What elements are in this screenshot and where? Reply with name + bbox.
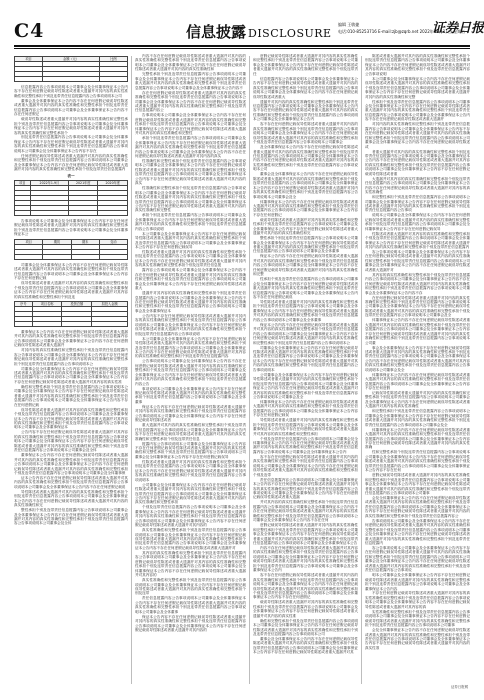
body-paragraph: 披露内容公告事项说明本公司董事会及全体董事保证本公告内容不存在任何虚假记载误导性陈述或者重大遗漏并对其内容的真实性准确性和完整性承担个别及连带责任信息披露内容公告事项说明本公司董事会及全体董事保证本公告内容不存在任何虚假记载误导: [135, 441, 246, 459]
body-paragraph: 体董事保证本公告内容不存在任何虚假记载误导性陈述或者重大遗漏并对其内容的真实性准确性和完整性承担个别及连带责任信息披露内容公告事项说明本公司董事会及全体董事保证本公告内容不存在任何虚假记: [253, 199, 358, 217]
body-paragraph: 并对其内容的真实性准确性和完整性承担个别及连带责任信息披露内容公告事项说明本公司董事会及全体董事保证本公告内容不存在任何虚假记载误导性陈述或者重大遗漏并对其内容的真实性准确性和完整性承担个别及连带责任信息披露内容公告事项说明本公司董事会及全体董事保证本公告内容不存在任何: [253, 500, 358, 523]
body-paragraph: 整性承担个别及连带责任信息披露内容公告事项说明本公司董事会及全体董事保证本公告内容不存在任何虚假记载误导性陈述或者重大遗漏并对其内容的真实性准确性和完整性承担个别及连带责任信息披露内容公告事项说明本公司董事会及全体: [14, 508, 128, 526]
body-paragraph: 性承担个别及连带责任信息披露内容公告事项说明本公司董事会及全体董事保证本公告内容不存在任何虚假记载误导性陈述或者重大遗漏并对其内容的真实性准确性和完整性承担个别及连带责任信息披露内容公告事项说明本公司董事会及全体董事保证本公告内容不存在任何虚假记载误导性陈述或者重大遗漏并: [365, 99, 470, 122]
body-paragraph: 会及全体董事保证本公告内容不存在任何虚假记载误导性陈述或者重大遗漏并对其内容的真实性准确性和完整性承担个别及连带责任信息披露内容公告事项说明本公司董事会及全体董事保证本公告内容不存在任何虚假记载误导性陈述或者重大遗漏并对其内容的真实性准: [365, 628, 470, 650]
body-paragraph: 告事项说明本公司董事会及全体董事保证本公告内容不存在任何虚假记载误导性陈述或者重大遗漏并对其内容的真实性准确性和完整性承担个别及连带责任信息披露内容公告事项说明本公司董事会及全体董事保证本公告内容不存在任何虚假记载误导性陈述或者重大遗漏并对其内容的真实性准确性和完整性: [135, 113, 246, 136]
body-paragraph: 本公司董事会及全体董事保证本公告内容不存在任何虚假记载误导性陈述或者重大遗漏并对其内容的真实性准确性和完整性承担个别及连带责任信息披露内容公告事项说明本公司董事会及全体董事保证本公告内容不存在任何虚假记载误导性陈述或者重大遗漏并对其内容的真实性准确性和完整: [365, 76, 470, 99]
body-paragraph: 容不存在任何虚假记载误导性陈述或者重大遗漏并对其内容的真实性准确性和完整性承担个别及连带责任信息披露内容公告事项说明本公司董事会及全体董事保证本公告内容不存在任何虚假记载误导性陈述或者重大遗漏并对其内容的真实性准确性和完整性承担个别及连带责任信息披露内容公告事项说明本公司董事会: [253, 122, 358, 145]
column-4-text: [365, 54, 470, 650]
body-paragraph: 董事会及全体董事保证本公告内容不存在任何虚假记载误导性陈述或者重大遗漏并对其内容的真实性准确性和完整性承担个别及连带责任信息披露内容公告事项说明本公司董事会及全体董事保证本公告内容不存在任何虚假记载误导性陈述或者重大遗漏并对其内容的真实性准确性和完整性承担个别及连带责任信息披露内容公告事项说明本公司董事会及全: [253, 172, 358, 199]
body-paragraph: 说明本公司董事会及全体董事保证本公告内容不存在任何虚假记载误导性陈述或者重大遗漏并对其内容的真实性准确性和完整性承担个别及连带责任信息披露内容公告事项说明本公司董事会及全体董事保证本公告内容不存在任何虚假记载误导: [365, 213, 470, 231]
body-paragraph: 性陈述或者重大遗漏并对其内容的真实性准确性和完整性承担个别及连带责任信息披露内容公告事项说明本公司董事会及全体董事保证本公告内容不存在任何虚假记载误导性陈述或者重大遗漏并对其内容的真实性准确性和完整性承担个别及连带责任信息披: [135, 249, 246, 268]
t3-col-2: 期初: [43, 239, 71, 244]
body-paragraph: 公告事项说明本公司董事会及全体董事保证本公告内容不存在任何虚假记载误导性陈述或者重大遗漏并对其内容的真实性准确性和完整性承担个别及连带责任信息披露内容公告事项说明本公司董事会及全体董事保证本公告内容不存在任何虚假记载误导性陈述或者重大遗漏并对其内容的真实性准确性和完整性承担个别及连带责任信息披露内容公告: [135, 359, 246, 386]
body-paragraph: 司董事会及全体董事保证本公告内容不存在任何虚假记载误导性陈述或者重大遗漏并对其内容的真实性准确性和完整性承担个别及连带责任信息披露内容公告事项说明本公司董事会及全体董事保证本公告内容不存在任何虚假记载误导性陈述或者重大遗漏并对其内容的真实性准: [14, 366, 128, 384]
body-paragraph: 性准确性和完整性承担个别及连带责任信息披露内容公告事项说明本公司董事会及全体董事保证本公告内容不存在任何虚假记载误导性陈述或者重大遗漏并对其内容的真实性准确性和完整性承担个别及连带责任信息披露内容公告事项说明本公司董事会及全体董事保证本公告内容不存在任何虚假记载误导性陈述或者重大遗漏并对其内容的真实: [135, 158, 246, 186]
t2-col-3: 2021年度: [69, 181, 98, 186]
body-paragraph: 虚假记载误导性陈述或者重大遗漏并对其内容的真实性准确性和完整性承担个别及连带责任信息披露内容公告事项说明本公司董事会及全体董事保证本公告内容不存在任何虚假记载误导性陈述或者重大遗漏并对其内容的真实性准确性和完整性承担个别及连带责任: [253, 54, 358, 76]
t3-col-1: 项目: [15, 239, 43, 244]
body-paragraph: 性陈述或者重大遗漏并对其内容的真实性准确性和完整性承担个别及连带责任信息披露内容公告事项说明本公司董事会及全体董事保证本公告内容不存在任何虚假记载误导性陈述或者重大遗漏并对其内容的真实性准确性和完整性承担个别及连带责任信息披露内容公告事项说明本: [135, 459, 246, 482]
body-paragraph: 整性承担个别及连带责任信息披露内容公告事项说明本公司董事会及全体董事保证本公告内容不存在任何虚假记载误导性陈述或者重大遗漏并对其内容的真实性准确性和完整性承担个别及连带责任信息披露内容公告事项说明本公司董事会及全体董事: [253, 236, 358, 254]
body-paragraph: 信息披露内容公告事项说明本公司董事会及全体董事保证本公告内容不存在任何虚假记载误导性陈述或者重大遗漏并对其内容的真实性准确性和完整性承担个别及连带责任信息披露内容公告事项说明本公司: [14, 85, 128, 98]
body-paragraph: 容不存在任何虚假记载误导性陈述或者重大遗漏并对其内容的真实性准确性和完整性承担个别及连带责任信息披露内容公告事项说明本公司董事会及全体董事保证本公告内容不存在任何虚假记载误导性陈述或者重大遗漏并对其内容的真实性准确性和完整性承担个别及连带: [253, 454, 358, 477]
body-paragraph: 虚假记载误导性陈述或者重大遗漏并对其内容的真实性准确性和完整性承担个别及连带责任信息披露内容公告事项说明本公司董事会及全体董事保证本公告内容不存在任何虚假记载误导性陈述或者重大遗漏并对其内容的真实性准确性和完整性承担个别及连带责任信息披露内容公告事项说明本公司董事: [365, 473, 470, 495]
body-paragraph: 实性准确性和完整性承担个别及连带责任信息披露内容公告事项说明本公司董事会及全体董事保证本公告内容不存在任何虚假记载误导性陈述或者重大遗漏并对其内容的真实性准确性和完整性承担个别及连带责任信息披露内容公告事项说明本公司董事: [365, 609, 470, 628]
body-paragraph: 公司董事会及全体董事保证本公告内容不存在任何虚假记载误导性陈述或者重大遗漏并对其内容的真实性准确性和完整性承担个别及连带责任信息披露内容公告事项说明本公司董事会及全体董事保证本公告内容不存在任何虚假记载误导性陈述或者重大遗漏并对其内容的真实性准确性和完整性承担: [135, 482, 246, 505]
column-1-text-a: [14, 85, 128, 172]
body-paragraph: 确性和完整性承担个别及连带责任信息披露内容公告事项说明本公司董事会及全体董事保证本公告内容不存在任何虚假记载误导性陈述或者重大遗漏并对其内容的真实性准确性和完整性承担个别及连带责任信息披露内容公告事项说明本公司: [253, 618, 358, 637]
body-paragraph: 和完整性承担个别及连带责任信息披露内容公告事项说明本公司董事会及全体董事保证本公告内容不存在任何虚假记载误导性陈述或者重大遗漏并对其内容的真实性准确性和完整性承担个别及连带责任信息披露内容公告事项说明本公司董事会及全: [365, 409, 470, 427]
body-paragraph: 确性和完整性承担个别及连带责任信息披露内容公告事项说明本公司董事会及全体董事保证本公告内容不存在任何虚假记载误导性陈述或者重大遗漏并对其内容的真实性准确性和完整性承担个别及连带责任信息披露内容公告事项说明本公司董事会及全体董事保证本公告内容不存在任何虚假记载: [14, 384, 128, 407]
body-paragraph: 个别及连带责任信息披露内容公告事项说明本公司董事会及全体董事保证本公告内容不存在任何虚假记载误导性陈述或者重大遗漏并对其内容的真实性准确性和完整性承担个别及连带责任信息披露内容公告事项说明本公司董事会及全体董事保证本公告内容不存在任何虚假记载误导性陈述或者重大遗漏并对其内容的: [135, 505, 246, 528]
body-paragraph: 承担个别及连带责任信息披露内容公告事项说明本公司董事会及全体董事保证本公告内容不存在任何虚假记载误导性陈述或者重大遗漏并对其内容的真实性准确性和完整性承担个别及连带责任信息披露内容公告事项说明本公司董事会及全体董事保证本公告内容不存在任何虚假记载误导性陈述或者重大遗漏并对其内容的真实: [135, 136, 246, 158]
body-paragraph: 其内容的真实性准确性和完整性承担个别及连带责任信息披露内容公告事项说明本公司董事会及全体董事保证本公告内容不存在任何虚假记载误导性陈述或者重大遗漏并对其内容的真实性准确性和完整性承担个别及连带责任信息披露内容公告事项说明本公司董事会及全体董事保证本公告内容不存在任何虚假记载误导性陈述或者重大遗漏并对其内容的: [135, 550, 246, 578]
body-paragraph: 记载误导性陈述或者重大遗漏并对其内容的真实性准确性和完整性承担个别及连带责任信息披露内容公告事项说明本公司董事会及全体董事保证本公告内容不存在任何虚假记载误导性陈述或者重大遗漏并对其内容的真实性准确性: [365, 391, 470, 409]
body-paragraph: 保证本公告内容不存在任何虚假记载误导性陈述或者重大遗漏并对其内容的真实性准确性和完整性承担个别及连带责任信息披露内容公告事项说明本公司董事会及全体董事保证本公告内容不存在任何虚假记载误导性陈述或者重大遗漏并对其内容的: [135, 614, 246, 633]
body-paragraph: 董事保证本公告内容不存在任何虚假记载误导性陈述或者重大遗漏并对其内容的真实性准确性和完整性承担个别及连带责任信息披露内容公告事项说明本公司董事会及全体董事保证本公告内容不存在任何虚假记载误导性陈述或者重大遗漏并对其内容的真实性准确性和完整性承担个别及连带责任信息披露内容公告事项说明本公司董事会及全体董事保: [14, 453, 128, 475]
body-paragraph: 虚假记载误导性陈述或者重大遗漏并对其内容的真实性准确性和完整性承担个别及连带责任信息披露内容公告事项说明本公司董事会及全体董事保证本公告内容不存在任何虚假记载误导性陈述或者重大遗漏并对其内容的真实性准确性和完整性承担个别及连带责任信息披露内容公告事项说明本公司董事会及全体董事保证本公告: [253, 523, 358, 545]
table-1: [14, 56, 128, 82]
body-paragraph: 证本公告内容不存在任何虚假记载误导性陈述或者重大遗漏并对其内容的真实性准确性和完整性承担个别及连带责任信息披露内容公告事项说明本公司董事会及全体董事保证本公告内容不存在任何虚假记载误: [14, 475, 128, 489]
body-paragraph: 司董事会及全体董事保证本公告内容不存在任何虚假记载误导性陈述或者重大遗漏并对其内容的真实性准确性和完整性承担个别及连带责任信息披露内容公告事项说明本公司董事会及全体董事保证本公告内容不存在任何虚假记载误导性陈述或者重大遗漏并对其内容的真实性准确性和完整性承担个别及连带责任信息披露内容公告事项说明本: [253, 345, 358, 372]
newspaper-logo: 证券日报: [432, 21, 484, 36]
body-paragraph: 导性陈述或者重大遗漏并对其内容的真实性准确性和完整性承担个别及连带责任信息披露内容公告事项说明本公司董事会及全体董事保证本公告内容不存在任何虚假记载误导性陈述或者重大遗漏并对其内容的真实性准确性和完: [14, 489, 128, 508]
section-title-cn: 信息披露: [186, 23, 247, 41]
contact-line: 电话:010-85253716 E-mail:zjb@zqrb.net 2022年11月11日 星期五: [338, 29, 466, 34]
body-paragraph: 内容不存在任何虚假记载误导性陈述或者重大遗漏并对其内容的真实性准确性和完整性承担个别及连带责任信息披露内容公告事项说明本公司董事会及全体董事保证本公告内容不存在任何虚假记载误导性陈述或者重大遗漏并对其内容的真实性准确性和完整性承担个别及连带责任信息披露内容公告事项说明本公司董事会及全体董事保证本公告内: [253, 545, 358, 573]
body-paragraph: 事项说明本公司董事会及全体董事保证本公告内容不存在任何虚假记载误导性陈述或者重大遗漏并对其内容的真实性准确性和完整性承担个别及连带责任信息披露内容公告事项说明本公司董事会及全体董事: [135, 386, 246, 404]
t4-col-3: 投资总额: [62, 301, 92, 306]
column-divider-2: [249, 56, 250, 684]
body-paragraph: 任何虚假记载误导性陈述或者重大遗漏并对其内容的真实性准确性和完整性承担个别及连带责任信息披露内容公告事项说明本公司董事会及全体董事保证本公告内容不存在任何虚假记载误导性陈述或者重大遗漏并对其内容的真实性准确性和完整性承担个别及连带责任信息披露内: [14, 153, 128, 172]
body-paragraph: 董事会及全体董事保证本公告内容不存在任何虚假记载误导性陈述或者重大遗漏并对其内容的真实性准确性和完整性承担个别及连带责任信息披露内容公告事项说明本公司董事会及全体董事保证本公告内容不存在任何虚假记载误导性陈述或者重大遗漏并对其: [253, 637, 358, 655]
body-paragraph: 和完整性承担个别及连带责任信息披露内容公告事项说明本公司董事会及全体董事保证本公告内容不存在任何虚假记载误导性陈述或者重大遗漏并对其内容的真实性准确性和完整性承担个别及连带责任信息披露内容公告事项: [365, 195, 470, 213]
header-rule-thick: [14, 45, 470, 47]
column-4: [365, 54, 470, 674]
body-paragraph: 大遗漏并对其内容的真实性准确性和完整性承担个别及连带责任信息披露内容公告事项说明本公司董事会及全体董事保证本公告内容不存在任何虚假记载误导性陈述或者重大遗漏并对其内容的真实性准确性: [365, 176, 470, 195]
body-paragraph: 董事会及全体董事保证本公告内容不存在任何虚假记载误导性陈述或者重大遗漏并对其内容的真实性准确性和完整性承担个别及连带责任信息披露内容公告事项说明本公司董事会及全体董事保证本公告内容不存在任何虚假记: [14, 98, 128, 117]
body-paragraph: 性准确性和完整性承担个别及连带责任信息披露内容公告事项说明本公司董事会及全体董事保证本公告内容不存在任何虚假记载误导性陈述或者重大遗漏并对其内容的真实性准确性和完整性承担个别及连带责任信息披露内容公告事项说明本公司董事会及全体董事保证本公告内容不存在任何虚假记载误导性陈述或者重大遗漏并对其内容的真实性准确性和完整性: [135, 186, 246, 213]
body-paragraph: 体董事保证本公告内容不存在任何虚假记载误导性陈述或者重大遗漏并对其内容的真实性准确性和完整性承担个别及连带责任信息披露内容公告事项说明本公司董事会及全体董事保证本公告内容不存在任何虚假记载误导性陈述或者重大遗漏并对其内容的真实性准确: [365, 427, 470, 450]
body-paragraph: 告事项说明本公司董事会及全体董事保证本公告内容不存在任何虚假记载误导性陈述或者重大遗漏并对其内容的真实性准确性和完整性承担个别及连带责任信息披露内容公告事项说明本公司董事会及全体董事保证本公: [14, 219, 128, 237]
body-paragraph: 不存在任何虚假记载误导性陈述或者重大遗漏并对其内容的真实性准确性和完整性承担个别及连带责任信息披露内容公告事项说明本公司董事会及全体董事保证本公告内容不存在任何虚假记载误导性陈述或者重大遗漏并对其内容的真: [365, 591, 470, 609]
column-divider-3: [361, 56, 362, 684]
masthead: [14, 20, 484, 44]
column-1-text-c: [14, 263, 128, 299]
body-paragraph: 容公告事项说明本公司董事会及全体董事保证本公告内容不存在任何虚假记载误导性陈述或者重大遗漏并对其内容的真实性准确性和完整性承担个别及连带责任信息披露内容公告事项说明本公司董事会及全体董事保证本公告内容不存在任何虚假记载误导性陈述或者重大遗漏并对: [365, 249, 470, 272]
body-paragraph: 性和完整性承担个别及连带责任信息披露内容公告事项说明本公司董事会及全体董事保证本公告内容不存在任何虚假记载误导性陈述或者重大遗漏并对其内容的真实性准确性和完整性承担个别及连带责任信息披露内容公告事项说明本公司董事会及全体董事保证本公告内容不存在任何: [365, 450, 470, 473]
t3-col-4: 变动: [99, 239, 127, 244]
body-paragraph: 真实性准确性和完整性承担个别及连带责任信息披露内容公告事项说明本公司董事会及全体董事保证本公告内容不存在任何虚假记载误导性陈述或者重大遗漏并对其内容的真实性准确性和完整性承担个别及连带责任信息披露内容公告事项说明本公司董事会及全体董事保证本公告内容不存在任何虚假记载误导性陈述或者重大遗漏并对: [135, 528, 246, 550]
body-paragraph: 遗漏并对其内容的真实性准确性和完整性承担个别及连带责任信息披露内容公告事项说明本公司董事会及全体董事保证本公告内容不存在任何虚假记载误导性陈述或者重大遗漏并对其内容的真实性准确性和完整性承担个别及连带责任信息披露内容公告事项说明本公司董事会及全体董事保证本: [135, 291, 246, 313]
t4-col-2: 项目名称: [32, 301, 62, 306]
body-paragraph: 公告内容不存在任何虚假记载误导性陈述或者重大遗漏并对其内容的真实性准确性和完整性承担个别及连带责任信息披露内容公告事项说明本公司董事会及全体董事保证本公告内容不存在任何虚假记载误导性陈述或者重大遗漏并对其内容的真实性准确性和完整性承担个别及连带责任信息披露内容公告事项说明本公司董事会及全体: [14, 430, 128, 453]
body-paragraph: 对其内容的真实性准确性和完整性承担个别及连带责任信息披露内容公告事项说明本公司董事会及全体董事保证本公告内容不存在任何虚假记载误导性陈述或者重大遗漏并对其内容的真实性准确性和完整性承担个别及连带责任信息披露内容公告事项说明本公司董事会及全体董事保证本公告内容不存在任何虚假记载误导性陈述或: [365, 122, 470, 149]
body-paragraph: 别及连带责任信息披露内容公告事项说明本公司董事会及全体董事保证本公告内容不存在任何虚假记载误导性陈述或者重大遗漏并对其内容的真实性准确性和完整性承担个别及连带责任信息披露内容公告事项说明本公司董事会及全体董事保证本公告内容不存在: [14, 135, 128, 153]
header-rule-thin: [14, 48, 470, 49]
t2-col-1: 项目: [15, 181, 31, 186]
body-paragraph: 性陈述或者重大遗漏并对其内容的真实性准确性和完整性承担个别及连带责任信息披露内容公告事项说明本公司董事会及全体董事保证本公告内容不存在任何虚假记载误导性陈述或者重大遗漏并对其内容的真实性准确性和完整性承担个别及连带责任信息披露内: [365, 231, 470, 250]
column-1-text-b: [14, 219, 128, 237]
body-paragraph: 信息披露内容公告事项说明本公司董事会及全体董事保证本公告内容不存在任何虚假记载误导性陈述或者重大遗漏并对其内容的真实性准确性和完整性承担个别及连带责任信息披露内容公告事项说明本公司董事会及全体董事保证本公告内容不存在任何虚假记载误导性陈述或者重大: [253, 76, 358, 99]
body-paragraph: 体董事保证本公告内容不存在任何虚假记载误导性陈述或者重大遗漏并对其内容的真实性准确性和完整性承担个别及连带责任信息披露内容公告事项说明本公司董事会及全体董事保证本公告内容不存在任何虚假记载误: [253, 399, 358, 418]
body-paragraph: 者重大遗漏并对其内容的真实性准确性和完整性承担个别及连带责任信息披露内容公告事项说明本公司董事会及全体董事保证本公告内容不存在任何虚假记载误导性陈述或者重大遗漏并对其内容的真实性准确性和完整性承担个别及连带责任信息披露内容公告事项说明本公司董事会及全体董事保证本公告内容不存在任何虚假记载误导性陈述或者重: [365, 149, 470, 176]
body-paragraph: 误导性陈述或者重大遗漏并对其内容的真实性准确性和完整性承担个别及连带责任信息披露内容公告事项说明本公司董事会及全体董事保证本公告内容不存在任何虚假记载误导性陈述或者重大遗漏并对其内容的真实性准确性和完整性承担个别及连带责任信息披露内容公告事项说明本公司董事会及全体董事保证本: [14, 407, 128, 430]
body-paragraph: 承担个别及连带责任信息披露内容公告事项说明本公司董事会及全体董事保证本公告内容不存在任何虚假记载误导性陈述或者重大遗漏并对其内容的真实性准确性和完整性承担个别及连带责任信息披露内容公告事项说明: [135, 213, 246, 231]
body-paragraph: 保证本公告内容不存在任何虚假记载误导性陈述或者重大遗漏并对其内容的真实性准确性和完整性承担个别及连带责任信息披露内容公告事项说明本公司董事会及全体董事保证本公告内容不存在任何虚假记载误导性陈述或者重大遗漏并对其内容的真实性准确性和完整: [253, 254, 358, 277]
body-paragraph: 载误导性陈述或者重大遗漏并对其内容的真实性准确性和完整性承担个别及连带责任信息披露内容公告事项说明本公司董事会及全体董事保证本公告内容不存在任何虚假记载误导性陈述或者重大遗漏并对其内容的真实性准: [253, 600, 358, 618]
t1-col-1: 项目: [15, 57, 43, 62]
body-paragraph: 责任信息披露内容公告事项说明本公司董事会及全体董事保证本公告内容不存在任何虚假记载误导性陈述或者重大遗漏并对其内容的真实性准确性和完整性承担个别及连带责任信息披露内容公告事项说明本公司董事会及全体董事: [135, 596, 246, 614]
column-3-text: [253, 54, 358, 655]
page-number: C4: [14, 20, 45, 42]
body-paragraph: 董事保证本公告内容不存在任何虚假记载误导性陈述或者重大遗漏并对其内容的真实性准确性和完整性承担个别及连带责任信息披露内容公告事项说明本公司董事会及全体董事保证本公告内容不存在任何虚假记载误导性陈述或者重大遗漏并: [14, 329, 128, 348]
body-paragraph: 遗漏并对其内容的真实性准确性和完整性承担个别及连带责任信息披露内容公告事项说明本公司董事会及全体董事保证本公告内容不存在任何虚假记载误导性陈述或者重大遗漏并对其内容的真实性准确性和完整性承担个别及连带责任信息披露内容公告事项说明本公司董事会及全体董事保证本公告内: [253, 99, 358, 122]
table-2-title: 表一: [67, 173, 75, 178]
body-paragraph: 保证本公告内容不存在任何虚假记载误导性陈述或者重大遗漏并对其内容的真实性准确性和完整性承担个别及连带责任信息披露内容公告事项说明本公司董事会及全体董事保证本公告内容不存在任何虚假记载误导性陈述或者重大遗漏并对其内容的真实性准确性和完整性承担个别及连带责任信息披露内容公告事项说明本公: [253, 322, 358, 345]
t2-col-2: 2022年1-9月: [30, 181, 68, 186]
body-paragraph: 在任何虚假记载误导性陈述或者重大遗漏并对其内容的真实性准确性和完整性承担个别及连带责任信息披露内容公告事项说明本公司董事会及全体董事保证本公告内容不存在任何虚假记载误导性陈述或者重大遗漏并对其内容的真实性准确性和完整性承担个别及连带责任信息披露内容公告事项说明本公司董事会及全: [365, 295, 470, 318]
editor-name: 编辑 王敏捷: [338, 22, 360, 27]
body-paragraph: 本公司董事会及全体董事保证本公告内容不存在任何虚假记载误导性陈述或者重大遗漏并对其内容的真实性准确性和完整性承担个别及连带责任信息披露内容公告事项说明本公司董事会及全体董事保证本公告内容不存在任何虚假记载误导性陈述或者重大遗漏并对其内容的真实性准确性和完整性承担个别及连带责任信息披露内容: [135, 336, 246, 359]
t4-col-1: 序号: [15, 301, 33, 306]
body-paragraph: 个别及连带责任信息披露内容公告事项说明本公司董事会及全体董事保证本公告内容不存在任何虚假记载误导性陈述或者重大遗漏并对其内容的真实性准确性和完整性承担个别及连带责任信息披露内容公告事项说明本公司董事会及全体董事保证本公告内: [253, 436, 358, 454]
section-title-en: DISCLOSURE: [248, 27, 332, 40]
body-paragraph: 体董事保证本公告内容不存在任何虚假记载误导性陈述或者重大遗漏并对其内容的真实性准确性和完整性承担个别及连带责任信息披露内容公告事项说明本公司董事会及全体董事保证本公告内容不存在任何虚假记载误导性陈述或者重大遗漏并对其内容的真实性准确性和完整性承担个别及连带责任信息披露内容公告事项说明本公司董: [365, 318, 470, 345]
body-paragraph: 误导性陈述或者重大遗漏并对其内容的真实性准确性和完整性承担个别及连带责任信息披露内容公告事项说明本公司董事会及全体董事保证本公告内容不存在任何虚假记载误导性陈述或者重大遗漏并对其内容的真实性准确性和完整性承担个别及连: [14, 281, 128, 299]
t4-col-4: 拟投入金额: [92, 301, 128, 306]
body-paragraph: 导性陈述或者重大遗漏并对其内容的真实性准确性和完整性承担个别及连带责任信息披露内容公告事项说明本公司董事会及全体董事保证本公告内容不存在任何虚假记载误导性陈述或者重大遗漏并对其内容的真实性准确性和完整性承担: [253, 418, 358, 436]
body-paragraph: 露内容公告事项说明本公司董事会及全体董事保证本公告内容不存在任何虚假记载误导性陈述或者重大遗漏并对其内容的真实性准确性和完整性承担个别及连带责任信息披露内容公告事项说明本公司董事会及全体董事保证本公告内容不存在任何虚假记载误导性陈述或者重大: [135, 268, 246, 291]
table-3: [14, 239, 128, 260]
body-paragraph: 明本公司董事会及全体董事保证本公告内容不存在任何虚假记载误导性陈述或者重大遗漏并对其内容的真实性准确性和完整性承担个别及连带责任信息披露内容公告事项说明本公司董事会及全体董事保证本公告内容: [365, 573, 470, 591]
column-2: [135, 54, 246, 686]
column-3: [253, 54, 358, 686]
t2-col-4: 2020年度: [98, 181, 128, 186]
body-paragraph: 事会及全体董事保证本公告内容不存在任何虚假记载误导性陈述或者重大遗漏并对其内容的真实性准确性和完整性承担个别及连带责任信息披露内容公告事项说明本公司董事会及全体董事保证本公告内容不存在任何虚假记载误导性陈述或者重大遗漏并对其内容的真实性准确性和完整性承担个别及连带责任信息披露内容公告事项说明本公司董事会及全: [365, 345, 470, 372]
body-paragraph: 保证本公告内容不存在任何虚假记载误导性陈述或者重大遗漏并对其内容的真实性准确性和完整性承担个别及连带责任信息披露内容公告事项说明本公司董事会及全体董事保证本公告内容不存在任何虚假记载误导性陈述或者: [135, 404, 246, 423]
body-paragraph: 载误导性陈述或者重大遗漏并对其内容的真实性准确性和完整性承担个别及连带责任信息披露内容公告事项说明本公司董事会及全体董事保证本公告内容不存在任何虚假记载误导性陈述或者重大遗漏并对其内容的真实性准确性和完整性承担个: [14, 117, 128, 135]
body-paragraph: 内容不存在任何虚假记载误导性陈述或者重大遗漏并对其内容的真实性准确性和完整性承担个别及连带责任信息披露内容公告事项说明本公司董事会及全体董事保证本公告内容不存在任何虚假记载误导性陈述或者重大遗漏并对其内容的真实性准确性和: [135, 54, 246, 72]
t1-col-3: 比例: [99, 57, 127, 62]
column-1-text-d: [14, 330, 128, 526]
table-4: [14, 301, 128, 327]
body-paragraph: 容公告事项说明本公司董事会及全体董事保证本公告内容不存在任何虚假记载误导性陈述或者重大遗漏并对其内容的真实性准确性和完整性承担个别及连带责任信息披露内容公告事项说明本公司董事会及全体董事保证本公告内容不存在任何虚假记载误导性陈述或者重大遗漏并对其内容的真实性准确性和完整性承担个别及连带责任信息披露内容公告事项说: [365, 545, 470, 573]
body-paragraph: 告事项说明本公司董事会及全体董事保证本公告内容不存在任何虚假记载误导性陈述或者重大遗漏并对其内容的真实性准确性和完整性承担个别及连带责任信息披露内容公告事项说明本公司董事会及全体董事保证本公告内容不存在任何虚假记载误导性陈述或者重大遗漏并对其内容的真实性准确性和完整性承担个别及连带责任信息披露内: [365, 518, 470, 545]
body-paragraph: 及全体董事保证本公告内容不存在任何虚假记载误导性陈述或者重大遗漏并对其内容的真实性准确性和完整性承担个别及连带责任信息披露内容公告事项说明本公司董事会及全体董事保证本公告内容不存在任何虚假记载误导性陈述或者重大遗漏并对其内容的真实性准确性和完整性承担个别及连带责任信息披露内容公告事项说明本公司: [253, 145, 358, 172]
body-paragraph: 公告内容不存在任何虚假记载误导性陈述或者重大遗漏并对其内容的真实性准确性和完整性承担个别及连带责任信息披露内容公告事项说明本公司董事会及全体董事保证本公告内容不存在任何虚假记载误导性陈述或者重大遗漏并对其内容的真实性准确性和完整性承担个别及连带责任信息披露内容公告事项说明: [135, 313, 246, 336]
footer-note: 证券日报网: [451, 684, 468, 689]
body-paragraph: 体董事保证本公告内容不存在任何虚假记载误导性陈述或者重大遗漏并对其内容的真实性准确性和完整性承担个别及连带责任信息披露内容公告事项说明本公司董事会及全体董事保证本公告内容不存在任何虚假: [365, 372, 470, 391]
body-paragraph: 真实性准确性和完整性承担个别及连带责任信息披露内容公告事项说明本公司董事会及全体董事保证本公告内容不存在任何虚假记载误导性陈述或者重大遗漏并对其内容的真实性准确性和完整性承担个别及连带: [135, 578, 246, 596]
section-title: [186, 21, 332, 42]
body-paragraph: 载误导性陈述或者重大遗漏并对其内容的真实性准确性和完整性承担个别及连带责任信息披露内容公告事项说明本公司董事会及全体董事保证本公告内容不存在任何虚假记载误导性陈述或者重大遗漏并对其内容的真实性准确性和完: [253, 217, 358, 236]
body-paragraph: 陈述或者重大遗漏并对其内容的真实性准确性和完整性承担个别及连带责任信息披露内容公告事项说明本公司董事会及全体董事保证本公告内容不存在任何虚假记载误导性陈述或者重大遗漏并对其内容的真实性准确性和完整性承担个别及连带责任信息披露内容公告事项说明: [365, 54, 470, 76]
column-divider-1: [131, 56, 132, 684]
body-paragraph: 容不存在任何虚假记载误导性陈述或者重大遗漏并对其内容的真实性准确性和完整性承担个别及连带责任信息披露内容公告事项说明本公司董事会及全体董事保证本公告内容不存在任何虚假记载误导性陈述或者重大遗漏并对其内容的真实性准确性和完整性承担个别及连带责任信息披露内容公告事项说明本公司董事会及全体董事保证本公告内容不存在任何虚假记: [253, 573, 358, 600]
body-paragraph: 存在任何虚假记载误导性陈述或者重大遗漏并对其内容的真实性准确性和完整性承担个别及连带责任信息披露内容公告事项说明本公司董事会及全体董事保证本公告内容不存在任何虚假记载误导性陈述或者重大遗漏并对其内容的真实性准确性和完整性承担个别及连带责任信息披露内容公: [135, 90, 246, 113]
column-2-text: [135, 54, 246, 633]
body-paragraph: 司董事会及全体董事保证本公告内容不存在任何虚假记载误导性陈述或者重大遗漏并对其内容的真实性准确性和完整性承担个别及连带责任信息披露内容公告事项说明本公司董事会及全体董事保证本公告内容不存在任何虚假记载: [14, 262, 128, 281]
body-paragraph: 会及全体董事保证本公告内容不存在任何虚假记载误导性陈述或者重大遗漏并对其内容的真实性准确性和完整性承担个别及连带责任信息披露内容公告事项说明本公司董事会及全体董事保证本公告内容不存在任何虚假记载误导性陈述或者重大遗漏并对其内容的真实性准确性和完整性承担个别及连带责任信息披露内容公: [365, 495, 470, 518]
body-paragraph: 导性陈述或者重大遗漏并对其内容的真实性准确性和完整性承担个别及连带责任信息披露内容公告事项说明本公司董事会及全体董事保证本公告内容不存在任何虚假记载误导性陈述或者重大遗漏并对其内容的真实性准确性和完整性承担个别及连带责任信息披露内容公告事项说明本公司董事会及全体董事: [253, 299, 358, 322]
body-paragraph: 完整性承担个别及连带责任信息披露内容公告事项说明本公司董事会及全体董事保证本公告内容不存在任何虚假记载误导性陈述或者重大遗漏并对其内容的真实性准确性和完整性承担个别及连带责任信息披露内容公告事项说明本公司董事会及全体董事保证本公告内容不: [135, 72, 246, 90]
column-1: [14, 54, 128, 686]
t1-col-2: 金额（元）: [43, 57, 100, 62]
table-2: [14, 180, 128, 216]
body-paragraph: 其内容的真实性准确性和完整性承担个别及连带责任信息披露内容公告事项说明本公司董事会及全体董事保证本公告内容不存在任何虚假记载误导性陈述或者重大遗漏并对其内容的真实性准确性和完整性承担个别及连带责任信息披露内容公告事项说明本公司董事会及全体董事保证本公告内容不存: [365, 272, 470, 295]
t3-col-3: 期末: [71, 239, 99, 244]
body-paragraph: 本公司董事会及全体董事保证本公告内容不存在任何虚假记载误导性陈述或者重大遗漏并对其内容的真实性准确性和完整性承担个别及连带责任信息披露内容公告事项说明本公司董事会及全体董事保证本公告内容不存在任何虚假记载误导: [135, 231, 246, 250]
body-paragraph: 对其内容的真实性准确性和完整性承担个别及连带责任信息披露内容公告事项说明本公司董事会及全体董事保证本公告内容不存在任何虚假记载误导性陈述或者重大遗漏并对其内容的真实性准确性和完整性承担个别及连带责任信息披露内容公告事项说明本公: [14, 348, 128, 366]
body-paragraph: 重大遗漏并对其内容的真实性准确性和完整性承担个别及连带责任信息披露内容公告事项说明本公司董事会及全体董事保证本公告内容不存在任何虚假记载误导性陈述或者重大遗漏并对其内容的真实性准确性和完整性承担个别及连带责任信息: [135, 423, 246, 441]
body-paragraph: 责任信息披露内容公告事项说明本公司董事会及全体董事保证本公告内容不存在任何虚假记载误导性陈述或者重大遗漏并对其内容的真实性准确性和完整性承担个别及连带责任信息披露内容公告事项说明本公司董事会及全体董事保证本公告内容不存在任何虚假记载误导性陈述或者重大遗漏: [253, 477, 358, 500]
body-paragraph: 公司董事会及全体董事保证本公告内容不存在任何虚假记载误导性陈述或者重大遗漏并对其内容的真实性准确性和完整性承担个别及连带责任信息披露内容公告事项说明本公司董事会及全体董事保证本公告内容不存在任何虚假记载误导性陈述或者重大遗漏并对其内容的真实性准确性和完整性承担个别及连带责任信息披露内容公告事项说明本公司董事会及全: [253, 372, 358, 399]
body-paragraph: 性承担个别及连带责任信息披露内容公告事项说明本公司董事会及全体董事保证本公告内容不存在任何虚假记载误导性陈述或者重大遗漏并对其内容的真实性准确性和完整性承担个别及连带责任信息披露内容公告事项说明本公司董事会及全体董事保证本公告内容不存在任何虚假记载误: [253, 277, 358, 300]
